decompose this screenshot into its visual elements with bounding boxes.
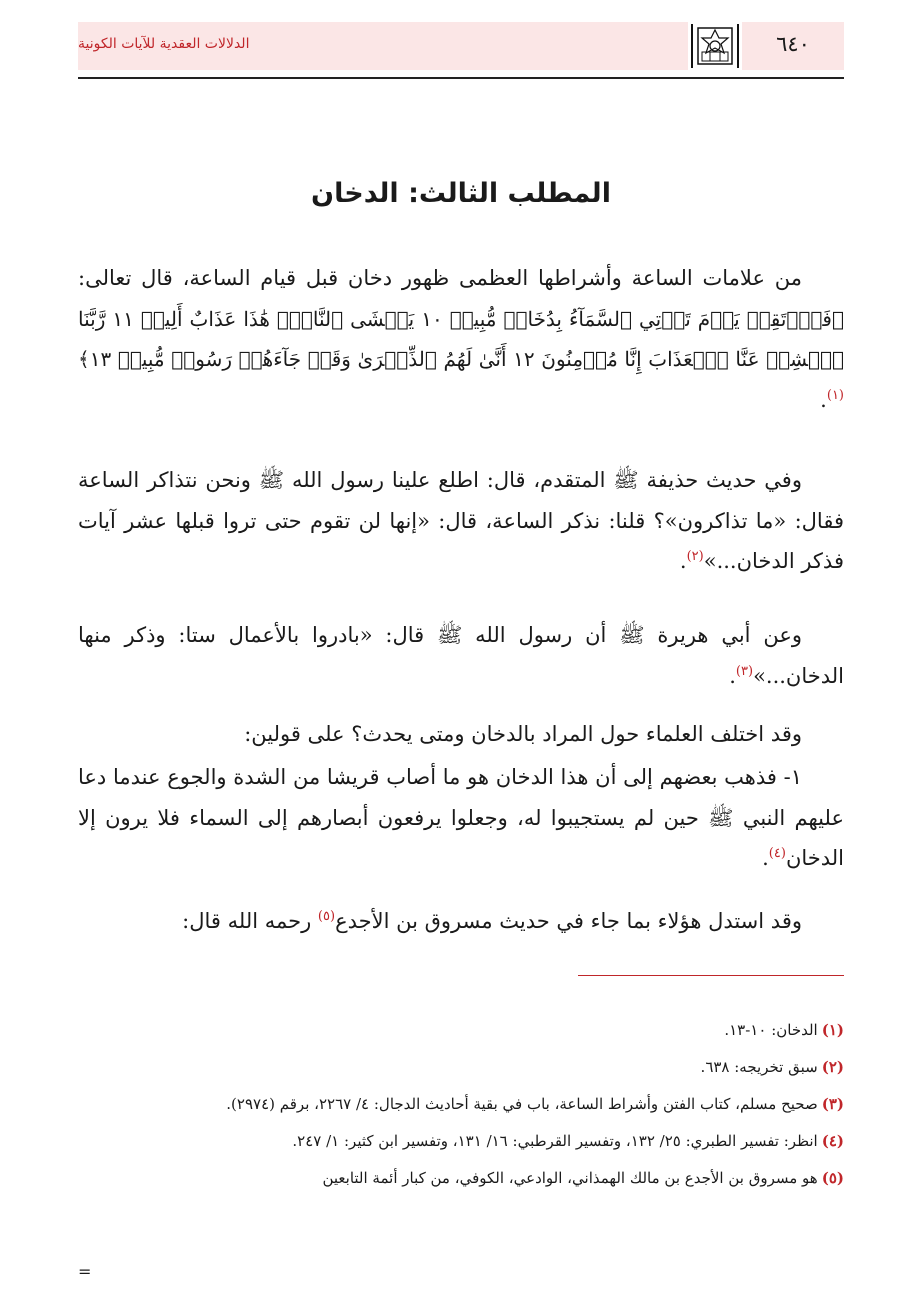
footnote-ref-4[interactable]: (٤) <box>768 846 786 861</box>
paragraph-3-text: وعن أبي هريرة ﷺ أن رسول الله ﷺ قال: «بادروا بالأعمال ستا: وذكر منها الدخان...» <box>78 623 844 688</box>
ornament-icon <box>688 22 742 70</box>
paragraph-1-intro: من علامات الساعة وأشراطها العظمى ظهور دخان قبل قيام الساعة، قال تعالى: <box>78 266 802 290</box>
footnote-item <box>78 1125 844 1158</box>
footnote-ref-5[interactable]: (٥) <box>317 909 336 924</box>
footnote-item <box>78 1051 844 1084</box>
footnote-number: (١) <box>821 1021 844 1039</box>
footnote-number: (٥) <box>821 1169 844 1187</box>
paragraph-1-end: . <box>820 387 827 412</box>
paragraph-2 <box>78 460 844 582</box>
paragraph-3-end: . <box>729 663 736 688</box>
footnotes <box>78 1014 844 1199</box>
paragraph-1 <box>78 258 844 420</box>
footnote-ref-1[interactable]: (١) <box>826 387 844 403</box>
footnote-item <box>78 1014 844 1047</box>
header-divider <box>78 77 844 79</box>
paragraph-5 <box>78 757 844 879</box>
footnote-text: سبق تخريجه: ٦٣٨. <box>700 1058 818 1076</box>
section-title: المطلب الثالث: الدخان <box>311 178 611 209</box>
paragraph-5-text: ١- فذهب بعضهم إلى أن هذا الدخان هو ما أصاب قريشا من الشدة والجوع عندما دعا عليهم النبي ﷺ حين لم يستجيبوا له، وجعلوا يرفعون أبصارهم إلى السماء فلا يرون إلا الدخان <box>78 765 844 870</box>
footnote-text: انظر: تفسير الطبري: ٢٥/ ١٣٢، وتفسير القرطبي: ١٦/ ١٣١، وتفسير ابن كثير: ١/ ٢٤٧. <box>292 1132 818 1150</box>
header-band <box>78 22 688 70</box>
footnote-number: (٢) <box>821 1058 844 1076</box>
footnote-item <box>78 1162 844 1195</box>
paragraph-6-text-b: رحمه الله قال: <box>182 909 318 933</box>
page-number: ٦٤٠ <box>776 32 810 56</box>
footnote-ref-3[interactable]: (٣) <box>735 663 754 679</box>
footnote-ref-2[interactable]: (٢) <box>686 549 704 564</box>
page-header <box>78 22 844 70</box>
paragraph-2-end: . <box>679 549 687 573</box>
page-number-box <box>742 22 844 70</box>
paragraph-6-text-a: وقد استدل هؤلاء بما جاء في حديث مسروق بن الأجدع <box>335 909 802 933</box>
paragraph-6 <box>78 901 844 942</box>
footnote-item <box>78 1088 844 1121</box>
paragraph-4 <box>78 714 844 755</box>
continuation-mark: = <box>78 1262 92 1281</box>
paragraph-5-end: . <box>762 846 769 870</box>
footnote-number: (٣) <box>821 1095 844 1113</box>
footnote-divider <box>578 975 844 976</box>
footnote-text: الدخان: ١٠-١٣. <box>724 1021 818 1039</box>
paragraph-4-text: وقد اختلف العلماء حول المراد بالدخان ومتى يحدث؟ على قولين: <box>244 722 802 746</box>
paragraph-3 <box>78 615 844 696</box>
running-title: الدلالات العقدية للآيات الكونية <box>78 36 250 52</box>
footnote-text: هو مسروق بن الأجدع بن مالك الهمذاني، الوادعي، الكوفي، من كبار أئمة التابعين <box>322 1169 818 1187</box>
footnote-number: (٤) <box>821 1132 844 1150</box>
footnote-text: صحيح مسلم، كتاب الفتن وأشراط الساعة، باب في بقية أحاديث الدجال: ٤/ ٢٢٦٧، برقم (٢٩٧٤). <box>226 1095 818 1113</box>
paragraph-2-text: وفي حديث حذيفة ﷺ المتقدم، قال: اطلع علينا رسول الله ﷺ ونحن نتذاكر الساعة فقال: «ما تذاكرون»؟ قلنا: نذكر الساعة، قال: «إنها لن تقوم حتى تروا قبلها عشر آيات فذكر الدخان...» <box>78 468 844 573</box>
quran-verse: ﴿فَٱرۡتَقِبۡ يَوۡمَ تَأۡتِي ٱلسَّمَآءُ بِدُخَانٖ مُّبِينٖ ١٠ يَغۡشَى ٱلنَّاسَۖ هَٰذَا عَذَابٌ أَلِيمٞ ١١ رَّبَّنَا ٱكۡشِفۡ عَنَّا ٱلۡعَذَابَ إِنَّا مُؤۡمِنُونَ ١٢ أَنَّىٰ لَهُمُ ٱلذِّكۡرَىٰ وَقَدۡ جَآءَهُمۡ رَسُولٞ مُّبِينٞ ١٣﴾ <box>78 306 844 371</box>
